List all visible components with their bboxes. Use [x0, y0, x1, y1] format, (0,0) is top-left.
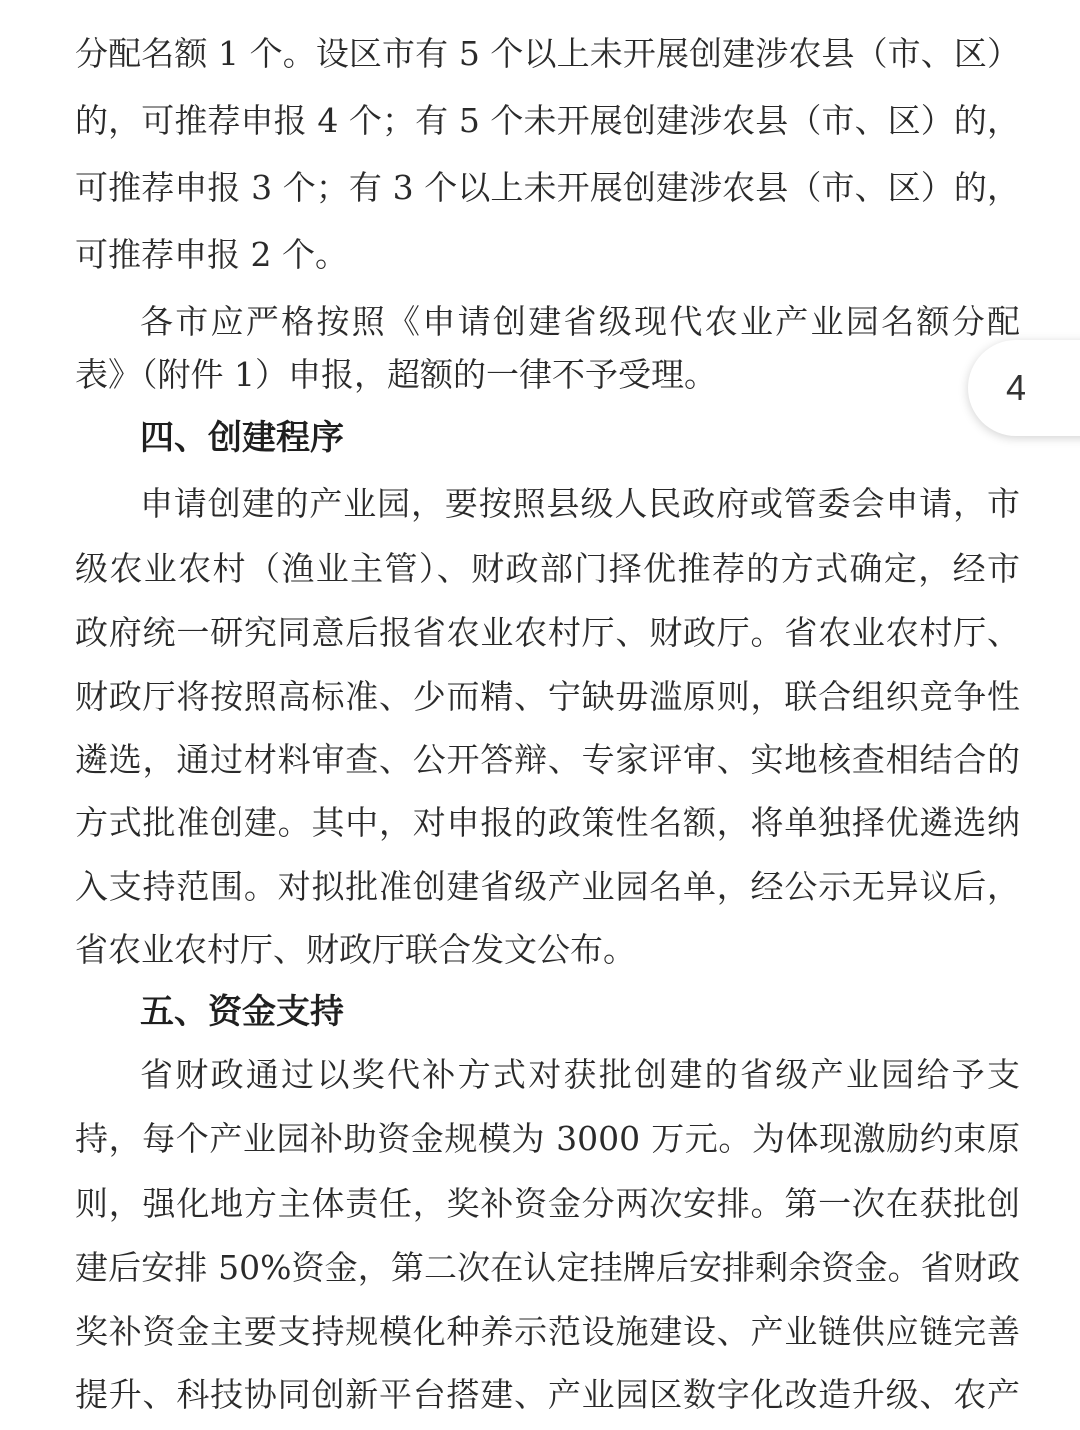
text-line: 省农业农村厅、财政厅联合发文公布。	[75, 930, 636, 969]
text-line: 入支持范围。对拟批准创建省级产业园名单，经公示无异议后，	[75, 867, 1020, 906]
text-line: 表》（附件 1）申报，超额的一律不予受理。	[75, 355, 717, 394]
text-line: 财政厅将按照高标准、少而精、宁缺毋滥原则，联合组织竞争性	[75, 677, 1020, 716]
text-line: 提升、科技协同创新平台搭建、产业园区数字化改造升级、农产	[75, 1375, 1020, 1414]
text-line: 各市应严格按照《申请创建省级现代农业产业园名额分配	[140, 302, 1020, 341]
text-line: 则，强化地方主体责任，奖补资金分两次安排。第一次在获批创	[75, 1184, 1020, 1223]
page-number: 4	[1006, 367, 1027, 408]
text-line: 分配名额 1 个。设区市有 5 个以上未开展创建涉农县（市、区）	[75, 34, 1020, 73]
text-line: 持，每个产业园补助资金规模为 3000 万元。为体现激励约束原	[75, 1119, 1020, 1158]
text-line: 建后安排 50%资金，第二次在认定挂牌后安排剩余资金。省财政	[75, 1248, 1020, 1287]
page-number-badge[interactable]	[968, 340, 1080, 436]
text-line: 奖补资金主要支持规模化种养示范设施建设、产业链供应链完善	[75, 1312, 1020, 1351]
text-line: 级农业农村（渔业主管）、财政部门择优推荐的方式确定，经市	[75, 549, 1020, 588]
text-line: 的，可推荐申报 4 个；有 5 个未开展创建涉农县（市、区）的，	[75, 101, 1020, 140]
text-line: 方式批准创建。其中，对申报的政策性名额，将单独择优遴选纳	[75, 803, 1020, 842]
text-line: 省财政通过以奖代补方式对获批创建的省级产业园给予支	[140, 1055, 1020, 1094]
text-line: 遴选，通过材料审查、公开答辩、专家评审、实地核查相结合的	[75, 740, 1020, 779]
section-heading: 五、资金支持	[140, 992, 344, 1032]
section-heading: 四、创建程序	[140, 418, 344, 458]
text-line: 申请创建的产业园，要按照县级人民政府或管委会申请，市	[140, 484, 1020, 523]
text-line: 政府统一研究同意后报省农业农村厅、财政厅。省农业农村厅、	[75, 613, 1020, 652]
text-line: 可推荐申报 2 个。	[75, 235, 348, 274]
text-line: 可推荐申报 3 个；有 3 个以上未开展创建涉农县（市、区）的，	[75, 168, 1020, 207]
